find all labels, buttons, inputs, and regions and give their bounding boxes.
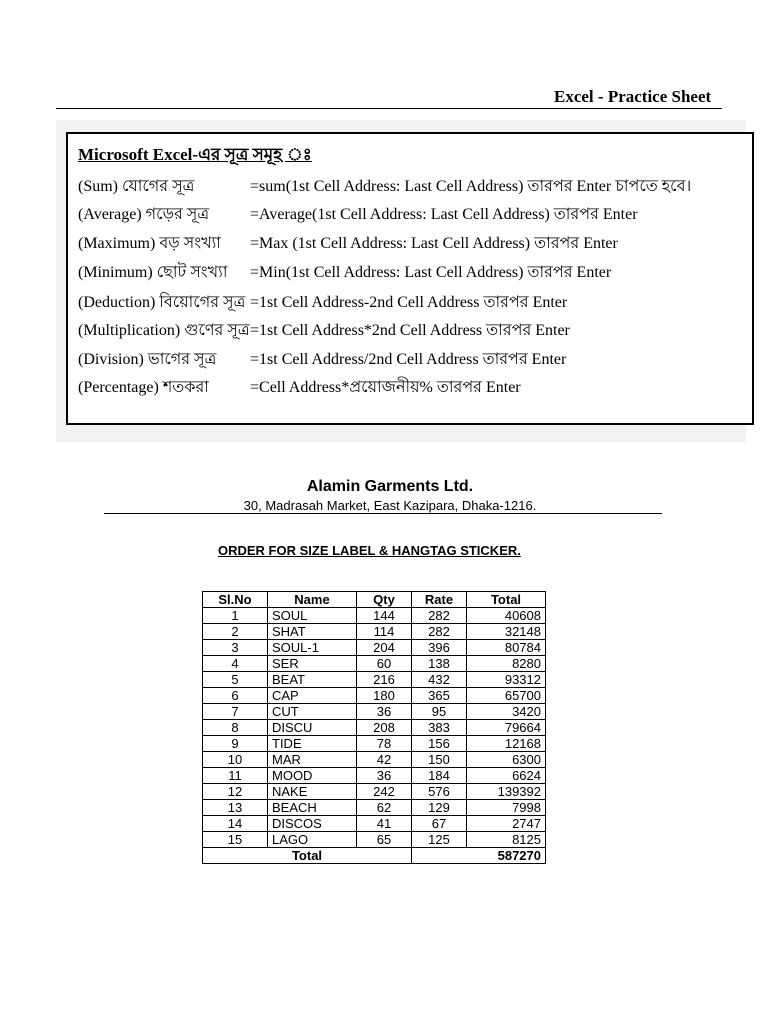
formula-box xyxy=(66,132,754,425)
cell-name: MAR xyxy=(268,752,357,768)
cell-rate: 576 xyxy=(412,784,467,800)
cell-slno: 11 xyxy=(203,768,268,784)
table-row xyxy=(203,784,546,800)
formula-label: (Percentage) শতকরা xyxy=(78,379,209,396)
cell-total: 7998 xyxy=(467,800,546,816)
cell-total: 2747 xyxy=(467,816,546,832)
cell-total: 139392 xyxy=(467,784,546,800)
formula-expression: =Cell Address*প্রয়োজনীয়% তারপর Enter xyxy=(250,379,521,396)
cell-slno: 12 xyxy=(203,784,268,800)
cell-rate: 138 xyxy=(412,656,467,672)
cell-slno: 14 xyxy=(203,816,268,832)
cell-rate: 365 xyxy=(412,688,467,704)
cell-slno: 13 xyxy=(203,800,268,816)
cell-rate: 282 xyxy=(412,608,467,624)
cell-total: 8125 xyxy=(467,832,546,848)
table-row xyxy=(203,720,546,736)
cell-rate: 95 xyxy=(412,704,467,720)
company-name: Alamin Garments Ltd. xyxy=(306,478,474,495)
cell-name: MOOD xyxy=(268,768,357,784)
table-row xyxy=(203,800,546,816)
cell-rate: 184 xyxy=(412,768,467,784)
cell-total: 65700 xyxy=(467,688,546,704)
column-header-rate: Rate xyxy=(412,592,467,608)
cell-slno: 15 xyxy=(203,832,268,848)
order-title: ORDER FOR SIZE LABEL & HANGTAG STICKER. xyxy=(218,543,521,558)
cell-rate: 125 xyxy=(412,832,467,848)
cell-total: 6624 xyxy=(467,768,546,784)
cell-slno: 7 xyxy=(203,704,268,720)
column-header-qty: Qty xyxy=(357,592,412,608)
cell-qty: 42 xyxy=(357,752,412,768)
cell-slno: 2 xyxy=(203,624,268,640)
table-row xyxy=(203,608,546,624)
cell-qty: 204 xyxy=(357,640,412,656)
cell-rate: 150 xyxy=(412,752,467,768)
cell-qty: 114 xyxy=(357,624,412,640)
cell-total: 40608 xyxy=(467,608,546,624)
formula-expression: =Min(1st Cell Address: Last Cell Address) তারপর Enter xyxy=(250,264,612,281)
cell-slno: 5 xyxy=(203,672,268,688)
company-address: 30, Madrasah Market, East Kazipara, Dhaka-1216. xyxy=(243,498,537,513)
column-header-slno: Sl.No xyxy=(203,592,268,608)
formula-label: (Minimum) ছোট সংখ্যা xyxy=(78,264,228,281)
table-row xyxy=(203,736,546,752)
cell-total: 6300 xyxy=(467,752,546,768)
cell-qty: 36 xyxy=(357,704,412,720)
formula-heading: Microsoft Excel-এর সূত্র সমূহ ঃ xyxy=(78,145,312,164)
cell-qty: 216 xyxy=(357,672,412,688)
formula-label: (Multiplication) গুণের সূত্র xyxy=(78,322,250,339)
header-rule xyxy=(56,108,722,109)
cell-total: 32148 xyxy=(467,624,546,640)
table-row xyxy=(203,832,546,848)
cell-rate: 129 xyxy=(412,800,467,816)
cell-slno: 8 xyxy=(203,720,268,736)
cell-qty: 144 xyxy=(357,608,412,624)
cell-total: 79664 xyxy=(467,720,546,736)
formula-expression: =1st Cell Address/2nd Cell Address তারপর Enter xyxy=(250,351,567,368)
cell-slno: 4 xyxy=(203,656,268,672)
cell-rate: 67 xyxy=(412,816,467,832)
cell-name: CUT xyxy=(268,704,357,720)
cell-name: DISCU xyxy=(268,720,357,736)
table-row xyxy=(203,624,546,640)
cell-qty: 41 xyxy=(357,816,412,832)
cell-name: TIDE xyxy=(268,736,357,752)
cell-rate: 396 xyxy=(412,640,467,656)
total-label: Total xyxy=(203,848,412,864)
column-header-total: Total xyxy=(467,592,546,608)
table-row xyxy=(203,768,546,784)
cell-name: SOUL-1 xyxy=(268,640,357,656)
formula-label: (Deduction) বিয়োগের সূত্র xyxy=(78,294,246,311)
cell-total: 12168 xyxy=(467,736,546,752)
cell-rate: 156 xyxy=(412,736,467,752)
cell-slno: 1 xyxy=(203,608,268,624)
table-row xyxy=(203,640,546,656)
grand-total-value: 587270 xyxy=(412,848,546,864)
cell-name: SOUL xyxy=(268,608,357,624)
table-row xyxy=(203,656,546,672)
cell-qty: 65 xyxy=(357,832,412,848)
total-row xyxy=(203,848,546,864)
table-header-row xyxy=(203,592,546,608)
column-header-name: Name xyxy=(268,592,357,608)
formula-label: (Sum) যোগের সূত্র xyxy=(78,178,195,195)
cell-name: BEACH xyxy=(268,800,357,816)
formula-label: (Division) ভাগের সূত্র xyxy=(78,351,217,368)
page-title: Excel - Practice Sheet xyxy=(554,87,712,106)
cell-slno: 3 xyxy=(203,640,268,656)
cell-qty: 36 xyxy=(357,768,412,784)
formula-label: (Average) গড়ের সূত্র xyxy=(78,206,210,223)
formula-expression: =1st Cell Address*2nd Cell Address তারপর Enter xyxy=(250,322,570,339)
table-row xyxy=(203,752,546,768)
cell-total: 93312 xyxy=(467,672,546,688)
cell-total: 80784 xyxy=(467,640,546,656)
cell-rate: 432 xyxy=(412,672,467,688)
cell-name: LAGO xyxy=(268,832,357,848)
cell-qty: 208 xyxy=(357,720,412,736)
cell-qty: 180 xyxy=(357,688,412,704)
cell-rate: 282 xyxy=(412,624,467,640)
cell-qty: 62 xyxy=(357,800,412,816)
cell-total: 3420 xyxy=(467,704,546,720)
order-table xyxy=(202,591,546,864)
cell-qty: 60 xyxy=(357,656,412,672)
table-row xyxy=(203,688,546,704)
cell-name: DISCOS xyxy=(268,816,357,832)
formula-label: (Maximum) বড় সংখ্যা xyxy=(78,235,221,252)
formula-expression: =Average(1st Cell Address: Last Cell Address) তারপর Enter xyxy=(250,206,638,223)
cell-rate: 383 xyxy=(412,720,467,736)
cell-qty: 242 xyxy=(357,784,412,800)
cell-qty: 78 xyxy=(357,736,412,752)
cell-name: SHAT xyxy=(268,624,357,640)
cell-name: NAKE xyxy=(268,784,357,800)
table-row xyxy=(203,704,546,720)
cell-name: CAP xyxy=(268,688,357,704)
formula-expression: =Max (1st Cell Address: Last Cell Address) তারপর Enter xyxy=(250,235,618,252)
cell-slno: 6 xyxy=(203,688,268,704)
table-row xyxy=(203,672,546,688)
cell-slno: 9 xyxy=(203,736,268,752)
cell-name: SER xyxy=(268,656,357,672)
formula-expression: =1st Cell Address-2nd Cell Address তারপর Enter xyxy=(250,294,568,311)
cell-total: 8280 xyxy=(467,656,546,672)
formula-expression: =sum(1st Cell Address: Last Cell Address) তারপর Enter চাপতে হবে। xyxy=(250,178,692,195)
cell-slno: 10 xyxy=(203,752,268,768)
cell-name: BEAT xyxy=(268,672,357,688)
company-rule xyxy=(104,513,662,514)
table-row xyxy=(203,816,546,832)
